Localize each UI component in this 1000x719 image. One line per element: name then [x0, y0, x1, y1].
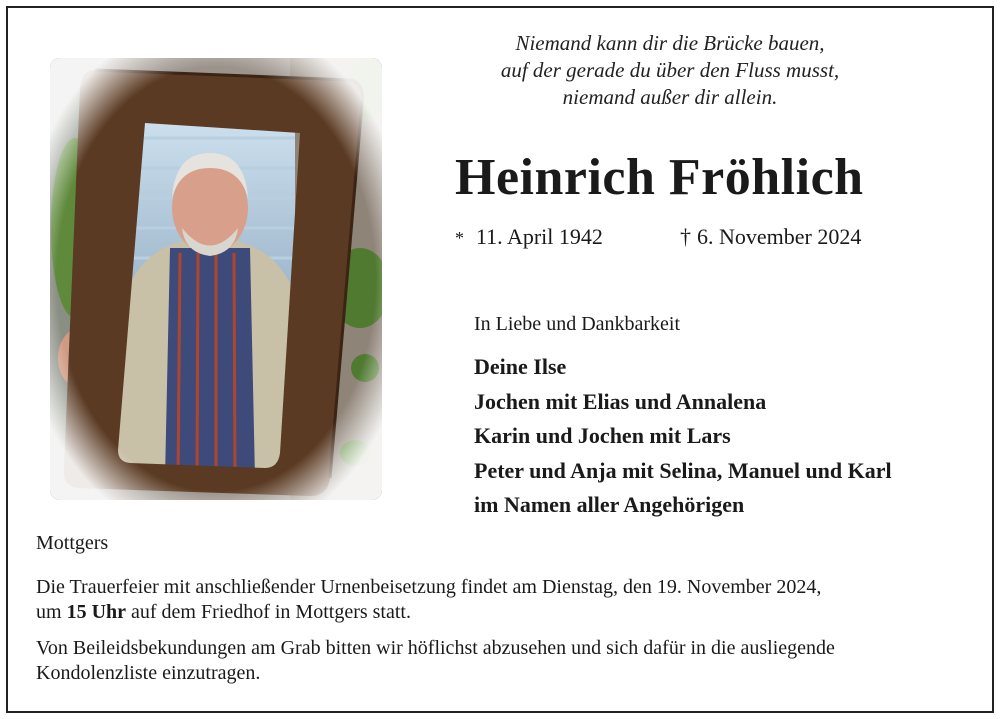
dedication-text: In Liebe und Dankbarkeit	[474, 313, 681, 335]
birth-info	[455, 224, 603, 250]
birth-date: 11. April 1942	[476, 224, 603, 249]
family-member: Karin und Jochen mit Lars	[474, 423, 731, 448]
death-cross-icon: †	[680, 224, 691, 249]
quote-line: auf der gerade du über den Fluss musst,	[500, 58, 840, 82]
death-date: 6. November 2024	[697, 224, 862, 249]
note-line: Kondolenzliste einzutragen.	[36, 662, 261, 684]
note-line: Von Beileidsbekundungen am Grab bitten wir höflichst abzusehen und sich dafür in die ausliegende	[36, 637, 835, 659]
service-prefix: um	[36, 601, 67, 623]
condolence-note	[36, 636, 976, 686]
service-line	[36, 600, 976, 625]
deceased-name: Heinrich Fröhlich	[455, 149, 864, 206]
birth-star-icon: *	[455, 228, 464, 248]
memorial-quote	[420, 30, 920, 111]
service-suffix: auf dem Friedhof in Mottgers statt.	[126, 601, 411, 623]
service-time: 15 Uhr	[66, 601, 127, 623]
family-list	[474, 350, 892, 523]
family-member: Peter und Anja mit Selina, Manuel und Karl	[474, 457, 892, 483]
quote-line: niemand außer dir allein.	[562, 85, 778, 109]
family-member: im Namen aller Angehörigen	[474, 492, 745, 517]
family-member: Deine Ilse	[474, 354, 567, 379]
service-info	[36, 575, 976, 625]
quote-line: Niemand kann dir die Brücke bauen,	[515, 31, 825, 55]
family-member: Jochen mit Elias und Annalena	[474, 388, 767, 414]
service-line: Die Trauerfeier mit anschließender Urnenbeisetzung findet am Dienstag, den 19. November 2024,	[36, 576, 822, 598]
portrait-photo	[50, 58, 382, 500]
place-name: Mottgers	[36, 532, 109, 554]
death-info	[680, 224, 861, 250]
